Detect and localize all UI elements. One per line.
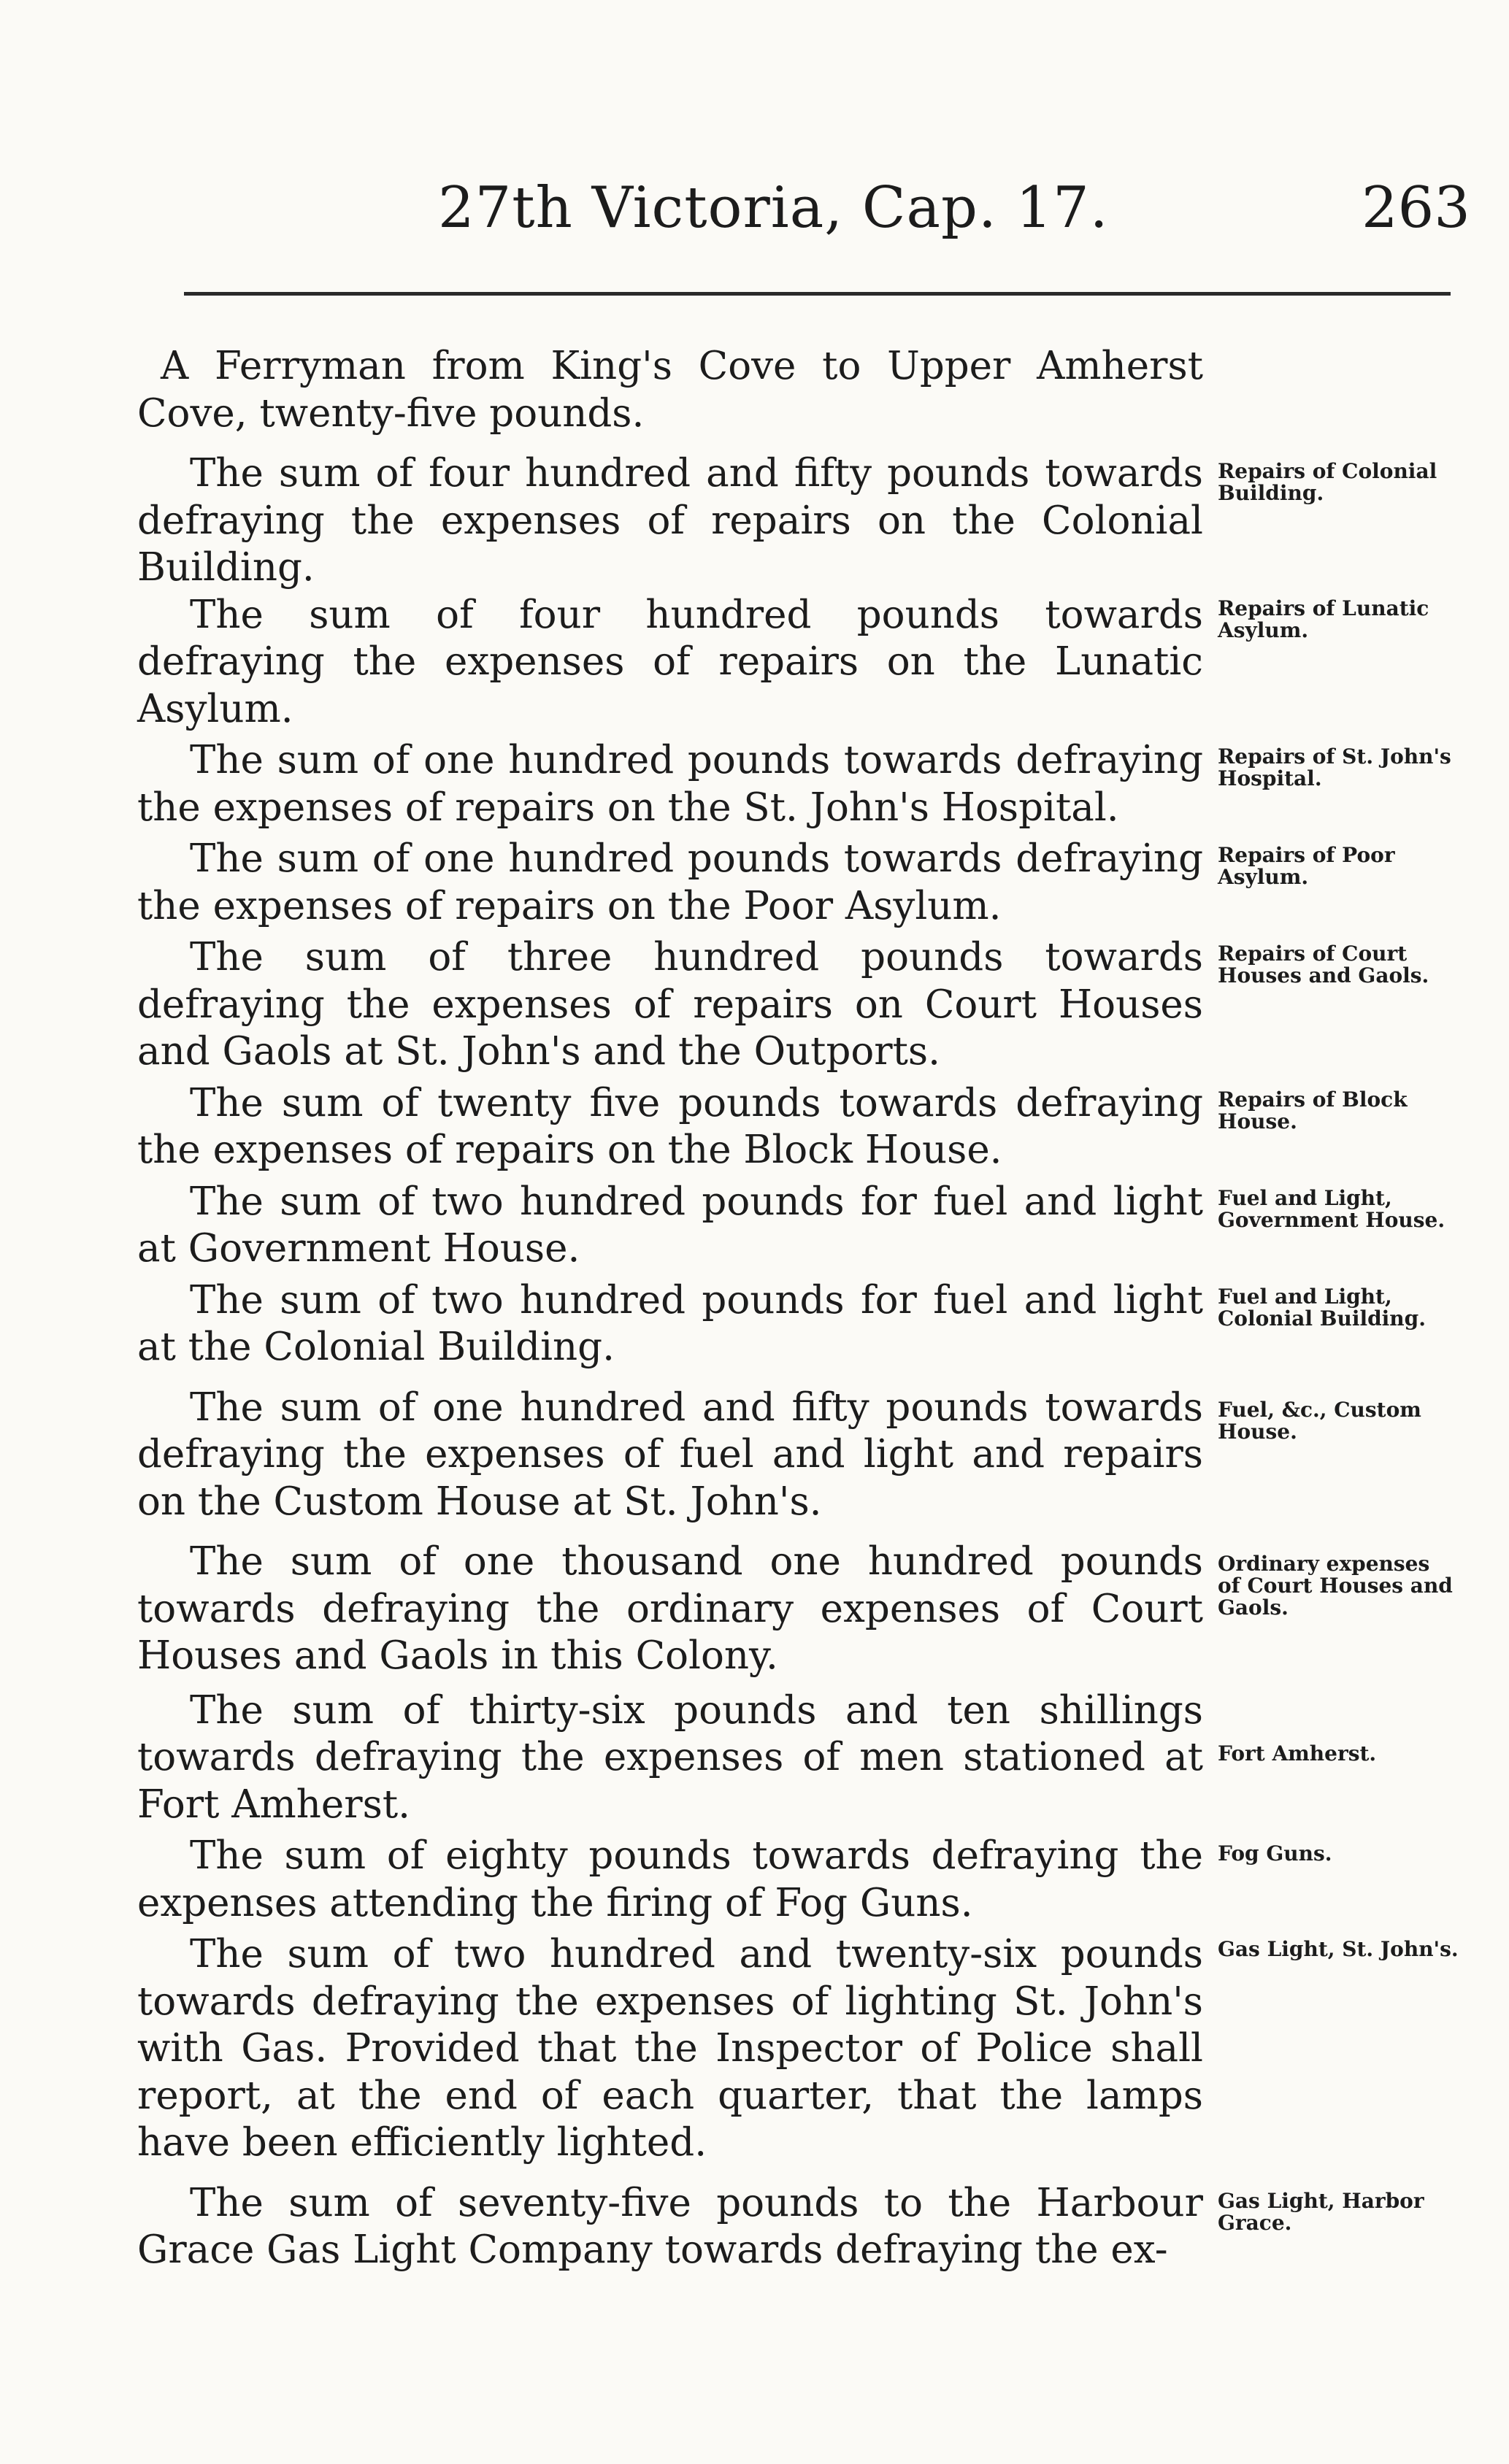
- page-header: [0, 175, 1509, 263]
- margin-note: Repairs of Colonial Building.: [1218, 459, 1437, 505]
- entry-gas-light-harbour-grace: [0, 2180, 1509, 2274]
- entry-text: The sum of thirty-six pounds and ten shillings towards defraying the expenses of men stationed at Fort Amherst.: [137, 1687, 1203, 1827]
- margin-note: Repairs of Court Houses and Gaols.: [1218, 942, 1429, 987]
- entry-fort-amherst: [0, 1687, 1509, 1829]
- entry-text: The sum of one thousand one hundred pounds towards defraying the ordinary expenses of Court Houses and Gaols in this Colony.: [137, 1539, 1203, 1678]
- entry-text: A Ferryman from King's Cove to Upper Amherst Cove, twenty-five pounds.: [137, 344, 1203, 436]
- entry-court-houses-gaols-repairs: [0, 934, 1509, 1076]
- entry-text: The sum of seventy-five pounds to the Harbour Grace Gas Light Company towards defraying the ex-: [137, 2180, 1203, 2272]
- entry-text: The sum of four hundred and fifty pounds towards defraying the expenses of repairs on the Colonial Building.: [137, 451, 1203, 590]
- margin-note: Fuel, &c., Custom House.: [1218, 1397, 1421, 1444]
- margin-note: Fuel and Light, Colonial Building.: [1218, 1284, 1426, 1331]
- entry-ordinary-expenses: [0, 1539, 1509, 1680]
- entry-text: The sum of two hundred pounds for fuel and light at the Colonial Building.: [137, 1277, 1203, 1369]
- page-number: 263: [1362, 175, 1470, 241]
- margin-note: Repairs of St. John's Hospital.: [1218, 744, 1451, 790]
- margin-note: Gas Light, Harbor Grace.: [1218, 2188, 1424, 2235]
- entry-lunatic-asylum-repairs: [0, 592, 1509, 734]
- entry-text: The sum of one hundred pounds towards defraying the expenses of repairs on the Poor Asylum.: [137, 836, 1203, 928]
- margin-note: Fog Guns.: [1218, 1841, 1332, 1866]
- entry-text: The sum of one hundred and fifty pounds towards defraying the expenses of fuel and light and repairs on the Custom House at St. John's.: [137, 1385, 1203, 1524]
- entry-government-house-fuel: [0, 1179, 1509, 1273]
- entries: [0, 343, 1509, 2274]
- running-title: 27th Victoria, Cap. 17.: [438, 175, 1109, 241]
- margin-note: Repairs of Lunatic Asylum.: [1218, 596, 1429, 642]
- entry-text: The sum of two hundred and twenty-six pounds towards defraying the expenses of lighting St. John's with Gas. Provided that the Inspector of Police shall report, at the end of each quarter, that the lamps have been efficiently lighted.: [137, 1932, 1203, 2165]
- entry-text: The sum of one hundred pounds towards defraying the expenses of repairs on the St. John's Hospital.: [137, 738, 1203, 830]
- entry-custom-house: [0, 1385, 1509, 1526]
- entry-text: The sum of eighty pounds towards defraying the expenses attending the firing of Fog Guns.: [137, 1833, 1203, 1925]
- entry-text: The sum of four hundred pounds towards defraying the expenses of repairs on the Lunatic Asylum.: [137, 592, 1203, 731]
- entry-poor-asylum-repairs: [0, 836, 1509, 930]
- margin-note: Gas Light, St. John's.: [1218, 1937, 1459, 1961]
- entry-fog-guns: [0, 1833, 1509, 1927]
- margin-note: Fort Amherst.: [1218, 1741, 1377, 1766]
- entry-colonial-building-fuel: [0, 1277, 1509, 1371]
- margin-note: Repairs of Poor Asylum.: [1218, 843, 1395, 889]
- margin-note: Ordinary expenses of Court Houses and Gaols.: [1218, 1552, 1453, 1620]
- entry-st-johns-hospital-repairs: [0, 737, 1509, 831]
- entry-colonial-building-repairs: [0, 450, 1509, 592]
- header-rule: [184, 292, 1451, 296]
- entry-gas-light-st-johns: [0, 1931, 1509, 2167]
- margin-note: Fuel and Light, Government House.: [1218, 1185, 1445, 1232]
- entry-block-house-repairs: [0, 1080, 1509, 1174]
- entry-text: The sum of two hundred pounds for fuel and light at Government House.: [137, 1179, 1203, 1271]
- entry-text: The sum of three hundred pounds towards defraying the expenses of repairs on Court Houses and Gaols at St. John's and the Outports.: [137, 935, 1203, 1074]
- entry-ferryman: [0, 343, 1509, 437]
- margin-note: Repairs of Block House.: [1218, 1087, 1408, 1133]
- entry-text: The sum of twenty five pounds towards defraying the expenses of repairs on the Block House.: [137, 1080, 1203, 1172]
